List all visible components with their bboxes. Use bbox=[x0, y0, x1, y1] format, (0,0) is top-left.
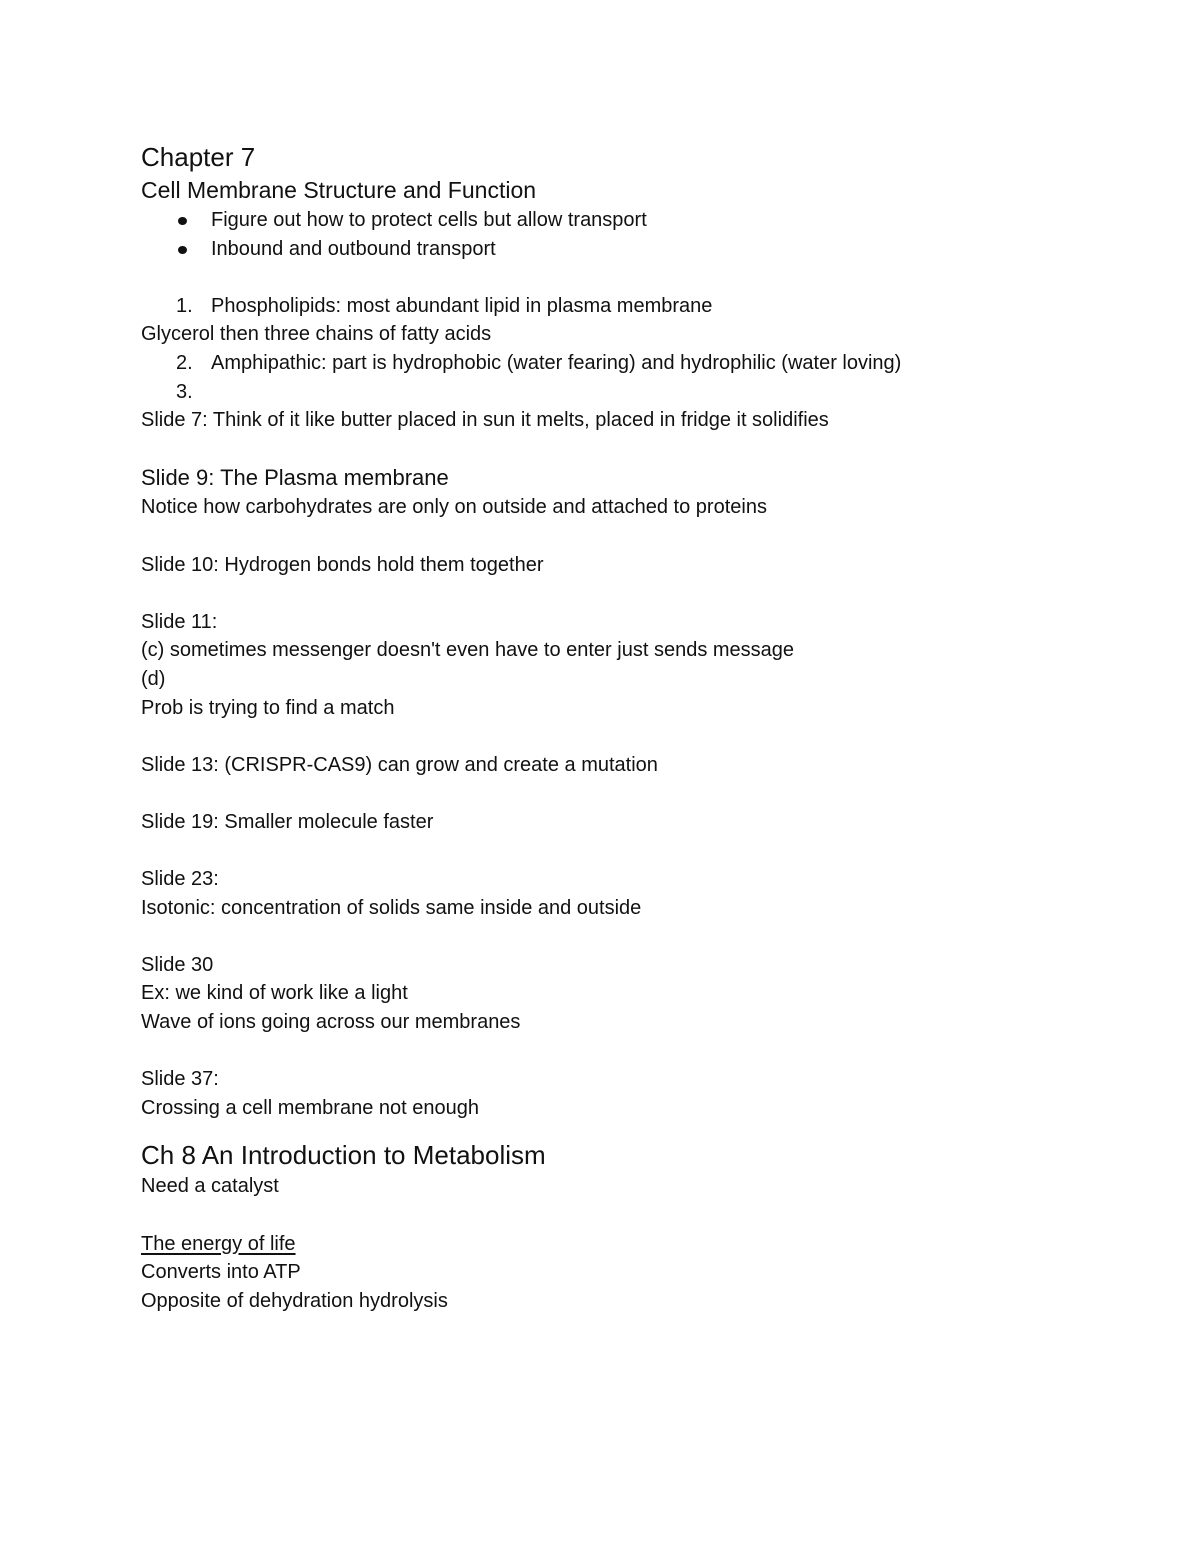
slide-7-note: Slide 7: Think of it like butter placed in sun it melts, placed in fridge it solidifies bbox=[141, 409, 829, 432]
slide-23-isotonic: Isotonic: concentration of solids same inside and outside bbox=[141, 896, 642, 919]
glycerol-line: Glycerol then three chains of fatty acids bbox=[141, 323, 492, 346]
bullet-item bbox=[141, 235, 1101, 264]
slide-30-label: Slide 30 bbox=[141, 953, 214, 976]
blank-line bbox=[141, 579, 1101, 608]
blank-line bbox=[141, 836, 1101, 865]
blank-line bbox=[141, 1201, 1101, 1230]
numbered-item-2 bbox=[141, 349, 1101, 378]
slide-9-note: Notice how carbohydrates are only on outside and attached to proteins bbox=[141, 496, 767, 519]
blank-line bbox=[141, 722, 1101, 751]
bullet-item bbox=[141, 206, 1101, 235]
blank-line bbox=[141, 263, 1101, 292]
slide-10-note: Slide 10: Hydrogen bonds hold them together bbox=[141, 553, 544, 576]
blank-line bbox=[141, 1037, 1101, 1066]
chapter-7-heading: Chapter 7 bbox=[141, 142, 256, 172]
slide-11-prob: Prob is trying to find a match bbox=[141, 696, 395, 719]
energy-of-life-heading: The energy of life bbox=[141, 1232, 296, 1255]
slide-13-note: Slide 13: (CRISPR-CAS9) can grow and create a mutation bbox=[141, 753, 658, 776]
slide-37-label: Slide 37: bbox=[141, 1068, 219, 1091]
numbered-item-3 bbox=[141, 378, 1101, 407]
slide-11-d: (d) bbox=[141, 667, 166, 690]
blank-line bbox=[141, 1122, 1101, 1138]
bullet-dot-icon bbox=[178, 217, 187, 225]
item-number: 2. bbox=[176, 351, 193, 374]
catalyst-line: Need a catalyst bbox=[141, 1175, 279, 1198]
slide-11-c: (c) sometimes messenger doesn't even have to enter just sends message bbox=[141, 639, 795, 662]
slide-9-heading: Slide 9: The Plasma membrane bbox=[141, 465, 449, 491]
numbered-item-1 bbox=[141, 292, 1101, 321]
slide-11-label: Slide 11: bbox=[141, 610, 218, 633]
item-text: Amphipathic: part is hydrophobic (water fearing) and hydrophilic (water loving) bbox=[211, 351, 902, 374]
item-text: Phospholipids: most abundant lipid in plasma membrane bbox=[211, 294, 713, 317]
bullet-text: Figure out how to protect cells but allow transport bbox=[211, 209, 647, 231]
blank-line bbox=[141, 922, 1101, 951]
atp-line: Converts into ATP bbox=[141, 1261, 301, 1284]
slide-37-note: Crossing a cell membrane not enough bbox=[141, 1096, 479, 1119]
blank-line bbox=[141, 435, 1101, 464]
chapter-7-subtitle: Cell Membrane Structure and Function bbox=[141, 177, 537, 203]
item-number: 1. bbox=[176, 294, 193, 317]
slide-19-note: Slide 19: Smaller molecule faster bbox=[141, 810, 434, 833]
bullet-text: Inbound and outbound transport bbox=[211, 237, 496, 260]
bullet-dot-icon bbox=[178, 246, 187, 254]
chapter-8-heading: Ch 8 An Introduction to Metabolism bbox=[141, 1140, 546, 1171]
slide-23-label: Slide 23: bbox=[141, 868, 219, 891]
item-number: 3. bbox=[176, 380, 193, 403]
document-content bbox=[141, 140, 1101, 1315]
slide-30-example: Ex: we kind of work like a light bbox=[141, 982, 408, 1005]
slide-30-wave: Wave of ions going across our membranes bbox=[141, 1011, 521, 1034]
hydrolysis-line: Opposite of dehydration hydrolysis bbox=[141, 1289, 448, 1312]
blank-line bbox=[141, 522, 1101, 551]
blank-line bbox=[141, 779, 1101, 808]
